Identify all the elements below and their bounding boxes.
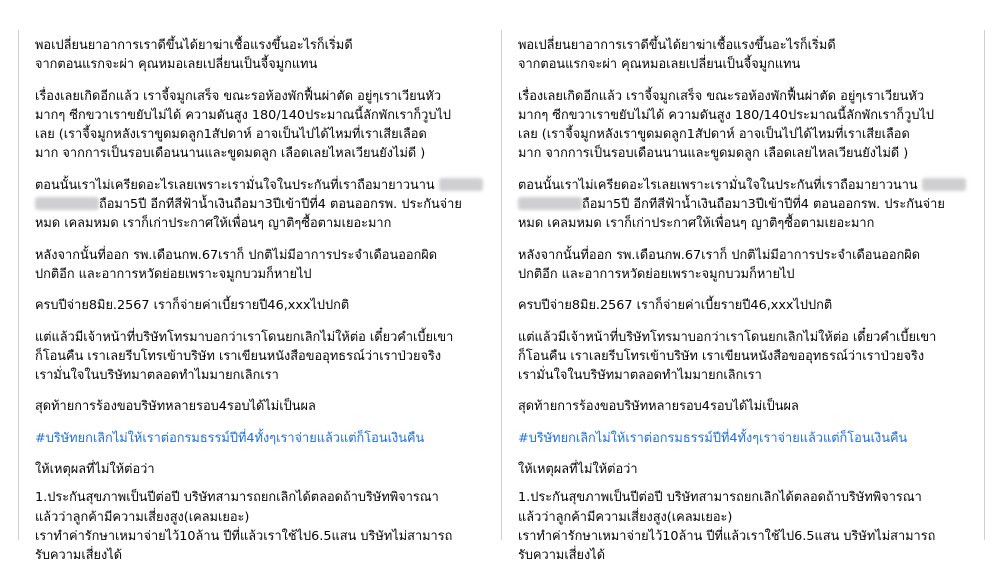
paragraph-8 — [35, 460, 465, 479]
paragraph-3 — [518, 176, 948, 234]
redacted-insurer-name — [518, 197, 582, 210]
post-body — [518, 36, 948, 578]
text-line: ก็โอนคืน เราเลยรีบโทรเข้าบริษัท เราเขียนหนังสือขออุทธรณ์ว่าเราป่วยจริง — [518, 348, 925, 364]
paragraph-1 — [35, 36, 465, 75]
text-line: มาก จากการเป็นรอบเดือนนานและขูดมดลูก เลือดเลยไหลเวียนยังไม่ดี ) — [35, 146, 426, 162]
text-line: สุดท้ายการร้องขอบริษัทหลายรอบ4รอบได้ไม่เป็นผล — [518, 399, 799, 415]
paragraph-7 — [35, 397, 465, 416]
text-line: หลังจากนั้นที่ออก รพ.เดือนกพ.67เราก็ ปกติไม่มีอาการประจำเดือนออกผิด — [35, 247, 438, 263]
text-line: หลังจากนั้นที่ออก รพ.เดือนกพ.67เราก็ ปกติไม่มีอาการประจำเดือนออกผิด — [518, 247, 921, 263]
text-line: ถือมา5ปี อีกทีสีฟ้าน้ำเงินถือมา3ปีเข้าปีที่4 ตอนออกรพ. ประกันจ่าย — [99, 197, 462, 213]
text-line: เรามั่นใจในบริษัทมาตลอดทำไมมายกเลิกเรา — [518, 368, 762, 384]
paragraph-6 — [35, 328, 465, 386]
paragraph-9 — [35, 488, 465, 565]
paragraph-5 — [35, 296, 465, 315]
text-line: สุดท้ายการร้องขอบริษัทหลายรอบ4รอบได้ไม่เป็นผล — [35, 399, 316, 415]
text-line: หมด เคลมหมด เราก็เก่าประกาศให้เพื่อนๆ ญาติๆซื้อตามเยอะมาก — [518, 216, 875, 232]
paragraph-2 — [518, 87, 948, 164]
text-line: ครบปีจ่าย8มิย.2567 เราก็จ่ายค่าเบี้ยรายปี46,xxxไปปกติ — [518, 298, 833, 314]
hashtag-paragraph — [518, 429, 948, 448]
text-line: รับความเสี่ยงได้ — [518, 548, 606, 564]
paragraph-4 — [35, 246, 465, 285]
post-panel-left — [18, 30, 501, 564]
paragraph-4 — [518, 246, 948, 285]
hashtag-link[interactable]: #บริษัทยกเลิกไม่ให้เราต่อกรมธรรม์ปีที่4ทั้งๆเราจ่ายแล้วแต่ก็โอนเงินคืน — [518, 430, 908, 446]
text-line: มาก จากการเป็นรอบเดือนนานและขูดมดลูก เลือดเลยไหลเวียนยังไม่ดี ) — [518, 146, 909, 162]
paragraph-3 — [35, 176, 465, 234]
text-line: 1.ประกันสุขภาพเป็นปีต่อปี บริษัทสามารถยกเลิกได้ตลอดถ้าบริษัทพิจารณา — [35, 490, 439, 506]
text-line: แล้วว่าลูกค้ามีความเสี่ยงสูง(เคลมเยอะ) — [518, 509, 733, 525]
post-panel-right — [501, 30, 985, 564]
text-line: มากๆ ซีกขวาเราขยับไม่ได้ ความดันสูง 180/140ประมาณนี้ลักพักเราก็วูบไป — [35, 107, 451, 123]
text-line: พอเปลี่ยนยาอาการเราดีขึ้นได้ยาฆ่าเชื้อแรงขึ้นอะไรก็เริ่มดี — [35, 38, 353, 53]
post-body — [35, 36, 465, 578]
text-line: ปกติอีก และอาการหวัดย่อยเพราะจมูกบวมก็หายไป — [518, 266, 795, 282]
text-line: ถือมา5ปี อีกทีสีฟ้าน้ำเงินถือมา3ปีเข้าปีที่4 ตอนออกรพ. ประกันจ่าย — [582, 197, 945, 213]
hashtag-paragraph — [35, 429, 465, 448]
text-line: เราทำค่ารักษาเหมาจ่ายไว้10ล้าน ปีที่แล้วเราใช้ไป6.5แสน บริษัทไม่สามารถ — [35, 528, 453, 544]
text-line: แต่แล้วมีเจ้าหน้าที่บริษัทโทรมาบอกว่าเราโดนยกเลิกไม่ให้ต่อ เดี๋ยวคำเบี้ยเขา — [518, 329, 937, 345]
text-line: แล้วว่าลูกค้ามีความเสี่ยงสูง(เคลมเยอะ) — [35, 509, 250, 525]
paragraph-8 — [518, 460, 948, 479]
text-line: ตอนนั้นเราไม่เครียดอะไรเลยเพราะเรามั่นใจในประกันที่เราถือมายาวนาน — [518, 177, 918, 193]
paragraph-1 — [518, 36, 948, 75]
redacted-insurer-name — [35, 197, 99, 210]
paragraph-2 — [35, 87, 465, 164]
text-line: เราทำค่ารักษาเหมาจ่ายไว้10ล้าน ปีที่แล้วเราใช้ไป6.5แสน บริษัทไม่สามารถ — [518, 528, 936, 544]
text-line: ครบปีจ่าย8มิย.2567 เราก็จ่ายค่าเบี้ยรายปี46,xxxไปปกติ — [35, 298, 350, 314]
text-line: มากๆ ซีกขวาเราขยับไม่ได้ ความดันสูง 180/140ประมาณนี้ลักพักเราก็วูบไป — [518, 107, 934, 123]
text-line: รับความเสี่ยงได้ — [35, 548, 123, 564]
text-line: ให้เหตุผลที่ไม่ให้ต่อว่า — [35, 462, 155, 478]
paragraph-5 — [518, 296, 948, 315]
redacted-insurer-name — [922, 178, 966, 191]
text-line: ปกติอีก และอาการหวัดย่อยเพราะจมูกบวมก็หายไป — [35, 266, 312, 282]
text-line: 1.ประกันสุขภาพเป็นปีต่อปี บริษัทสามารถยกเลิกได้ตลอดถ้าบริษัทพิจารณา — [518, 490, 922, 506]
text-line: ให้เหตุผลที่ไม่ให้ต่อว่า — [518, 462, 638, 478]
text-line: จากตอนแรกจะผ่า คุณหมอเลยเปลี่ยนเป็นจี้จมูกแทน — [35, 57, 318, 73]
text-line: เรื่องเลยเกิดอีกแล้ว เราจี้จมูกเสร็จ ขณะรอห้องพักฟื้นผ่าตัด อยู่ๆเราเวียนหัว — [35, 88, 442, 104]
text-line: ก็โอนคืน เราเลยรีบโทรเข้าบริษัท เราเขียนหนังสือขออุทธรณ์ว่าเราป่วยจริง — [35, 348, 442, 364]
text-line: พอเปลี่ยนยาอาการเราดีขึ้นได้ยาฆ่าเชื้อแรงขึ้นอะไรก็เริ่มดี — [518, 38, 836, 53]
paragraph-9 — [518, 488, 948, 565]
paragraph-7 — [518, 397, 948, 416]
text-line: เรื่องเลยเกิดอีกแล้ว เราจี้จมูกเสร็จ ขณะรอห้องพักฟื้นผ่าตัด อยู่ๆเราเวียนหัว — [518, 88, 925, 104]
paragraph-6 — [518, 328, 948, 386]
text-line: เลย (เราจี้จมูกหลังเราขูดมดลูก1สัปดาห์ อาจเป็นไปได้ไหมที่เราเสียเลือด — [35, 127, 427, 143]
text-line: จากตอนแรกจะผ่า คุณหมอเลยเปลี่ยนเป็นจี้จมูกแทน — [518, 57, 801, 73]
text-line: แต่แล้วมีเจ้าหน้าที่บริษัทโทรมาบอกว่าเราโดนยกเลิกไม่ให้ต่อ เดี๋ยวคำเบี้ยเขา — [35, 329, 454, 345]
text-line: เรามั่นใจในบริษัทมาตลอดทำไมมายกเลิกเรา — [35, 368, 279, 384]
text-line: หมด เคลมหมด เราก็เก่าประกาศให้เพื่อนๆ ญาติๆซื้อตามเยอะมาก — [35, 216, 392, 232]
redacted-insurer-name — [439, 178, 483, 191]
hashtag-link[interactable]: #บริษัทยกเลิกไม่ให้เราต่อกรมธรรม์ปีที่4ทั้งๆเราจ่ายแล้วแต่ก็โอนเงินคืน — [35, 430, 425, 446]
text-line: ตอนนั้นเราไม่เครียดอะไรเลยเพราะเรามั่นใจในประกันที่เราถือมายาวนาน — [35, 177, 435, 193]
text-line: เลย (เราจี้จมูกหลังเราขูดมดลูก1สัปดาห์ อาจเป็นไปได้ไหมที่เราเสียเลือด — [518, 127, 910, 143]
